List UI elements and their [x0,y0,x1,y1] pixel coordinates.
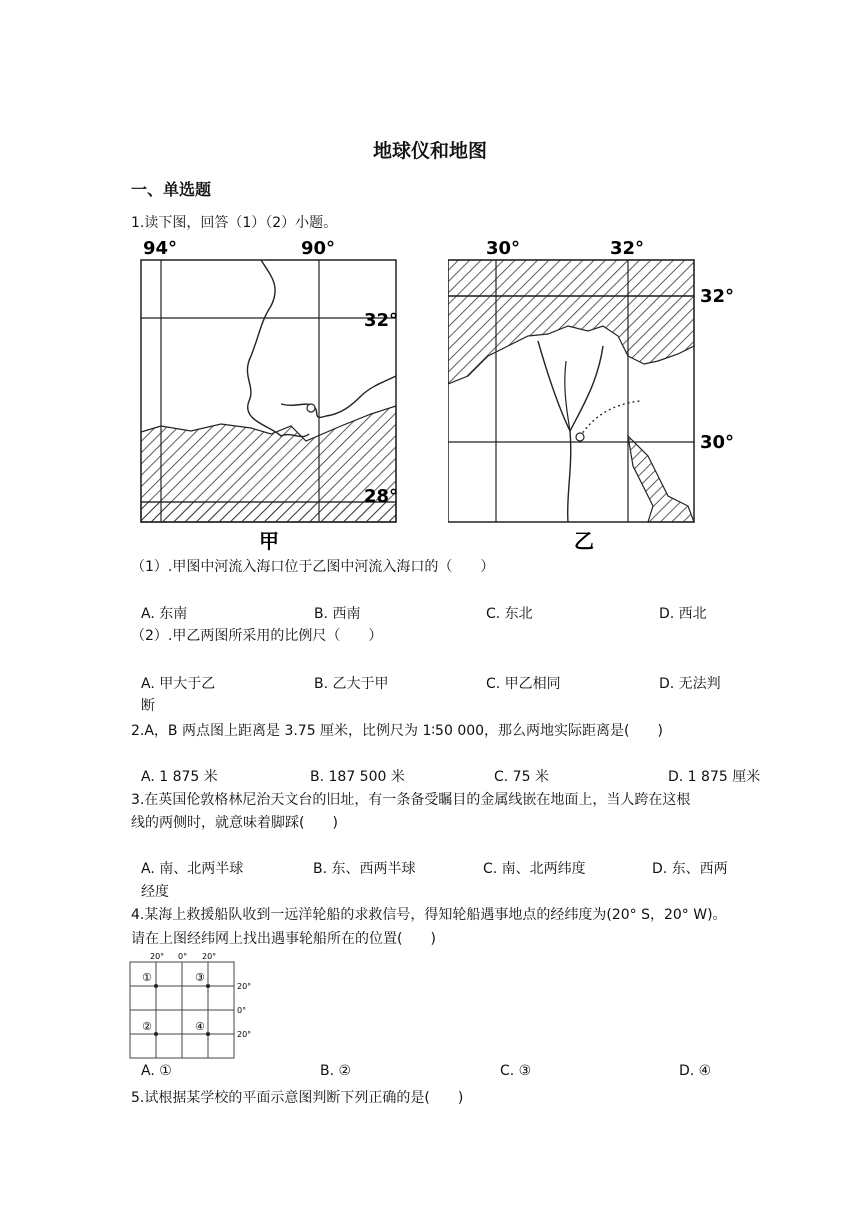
q1-sub2-option-d-wrap: 断 [141,698,155,714]
graticule-lat-label-3: 20° [237,1030,252,1039]
graticule-diagram [128,950,258,1060]
q4-option-d[interactable]: D. ④ [679,1063,712,1079]
map-jia-lat-top: 32° [363,310,398,331]
q3-option-d-wrap: 经度 [141,884,169,900]
q1-sub2-option-d[interactable]: D. 无法判 [659,676,721,692]
question-1-sub1-stem: （1）.甲图中河流入海口位于乙图中河流入海口的（ ） [131,559,495,575]
question-4-stem-line1: 4.某海上救援船队收到一远洋轮船的求救信号，得知轮船遇事地点的经纬度为(20° S，20° W)。 [131,907,727,923]
question-2-stem: 2.A，B 两点图上距离是 3.75 厘米，比例尺为 1∶50 000，那么两地实际距离是( ) [131,723,663,739]
graticule-point-3: ③ [195,971,205,984]
map-yi-lat-bottom: 30° [700,432,735,453]
section-heading: 一、单选题 [131,180,212,199]
map-jia [131,236,407,554]
question-4-stem-line2: 请在上图经纬网上找出遇事轮船所在的位置( ) [131,931,436,947]
map-jia-lon-right: 90° [301,238,336,259]
map-yi-caption: 乙 [574,529,594,553]
map-jia-lat-bottom: 28° [363,486,398,507]
q2-option-a[interactable]: A. 1 875 米 [141,769,218,785]
map-yi-lon-left: 30° [486,238,521,259]
graticule-lon-label-1: 20° [150,952,165,961]
question-5-stem: 5.试根据某学校的平面示意图判断下列正确的是( ) [131,1090,464,1106]
graticule-lon-label-3: 20° [202,952,217,961]
q4-option-c[interactable]: C. ③ [500,1063,532,1079]
q3-option-c[interactable]: C. 南、北两纬度 [483,861,586,877]
graticule-lat-label-2: 0° [237,1006,247,1015]
q3-option-a[interactable]: A. 南、北两半球 [141,861,244,877]
page-title: 地球仪和地图 [372,140,487,162]
q2-option-d[interactable]: D. 1 875 厘米 [668,769,761,785]
map-jia-caption: 甲 [259,529,279,553]
graticule-lat-label-1: 20° [237,982,252,991]
q1-sub2-option-c[interactable]: C. 甲乙相同 [486,676,561,692]
q1-sub2-option-b[interactable]: B. 乙大于甲 [314,676,389,692]
q3-option-b[interactable]: B. 东、西两半球 [313,861,416,877]
q3-option-d[interactable]: D. 东、西两 [652,861,728,877]
map-yi [448,236,740,554]
q2-option-c[interactable]: C. 75 米 [494,769,549,785]
q2-option-b[interactable]: B. 187 500 米 [310,769,405,785]
map-yi-lon-right: 32° [610,238,645,259]
question-1-sub2-stem: （2）.甲乙两图所采用的比例尺（ ） [131,628,383,644]
q1-sub1-option-d[interactable]: D. 西北 [659,606,707,622]
map-jia-lon-left: 94° [143,238,178,259]
graticule-point-4: ④ [195,1020,205,1033]
q4-option-b[interactable]: B. ② [320,1063,352,1079]
q1-sub1-option-c[interactable]: C. 东北 [486,606,533,622]
q4-option-a[interactable]: A. ① [141,1063,172,1079]
q1-sub2-option-a[interactable]: A. 甲大于乙 [141,676,216,692]
graticule-lon-label-2: 0° [178,952,188,961]
graticule-point-1: ① [142,971,152,984]
q1-sub1-option-a[interactable]: A. 东南 [141,606,188,622]
q1-sub1-option-b[interactable]: B. 西南 [314,606,361,622]
question-1-stem: 1.读下图，回答（1）（2）小题。 [131,215,338,231]
graticule-point-2: ② [142,1020,152,1033]
question-3-stem-line2: 线的两侧时，就意味着脚踩( ) [131,815,338,831]
question-3-stem-line1: 3.在英国伦敦格林尼治天文台的旧址，有一条备受瞩目的金属线嵌在地面上，当人跨在这根 [131,792,691,808]
map-yi-lat-top: 32° [700,286,735,307]
